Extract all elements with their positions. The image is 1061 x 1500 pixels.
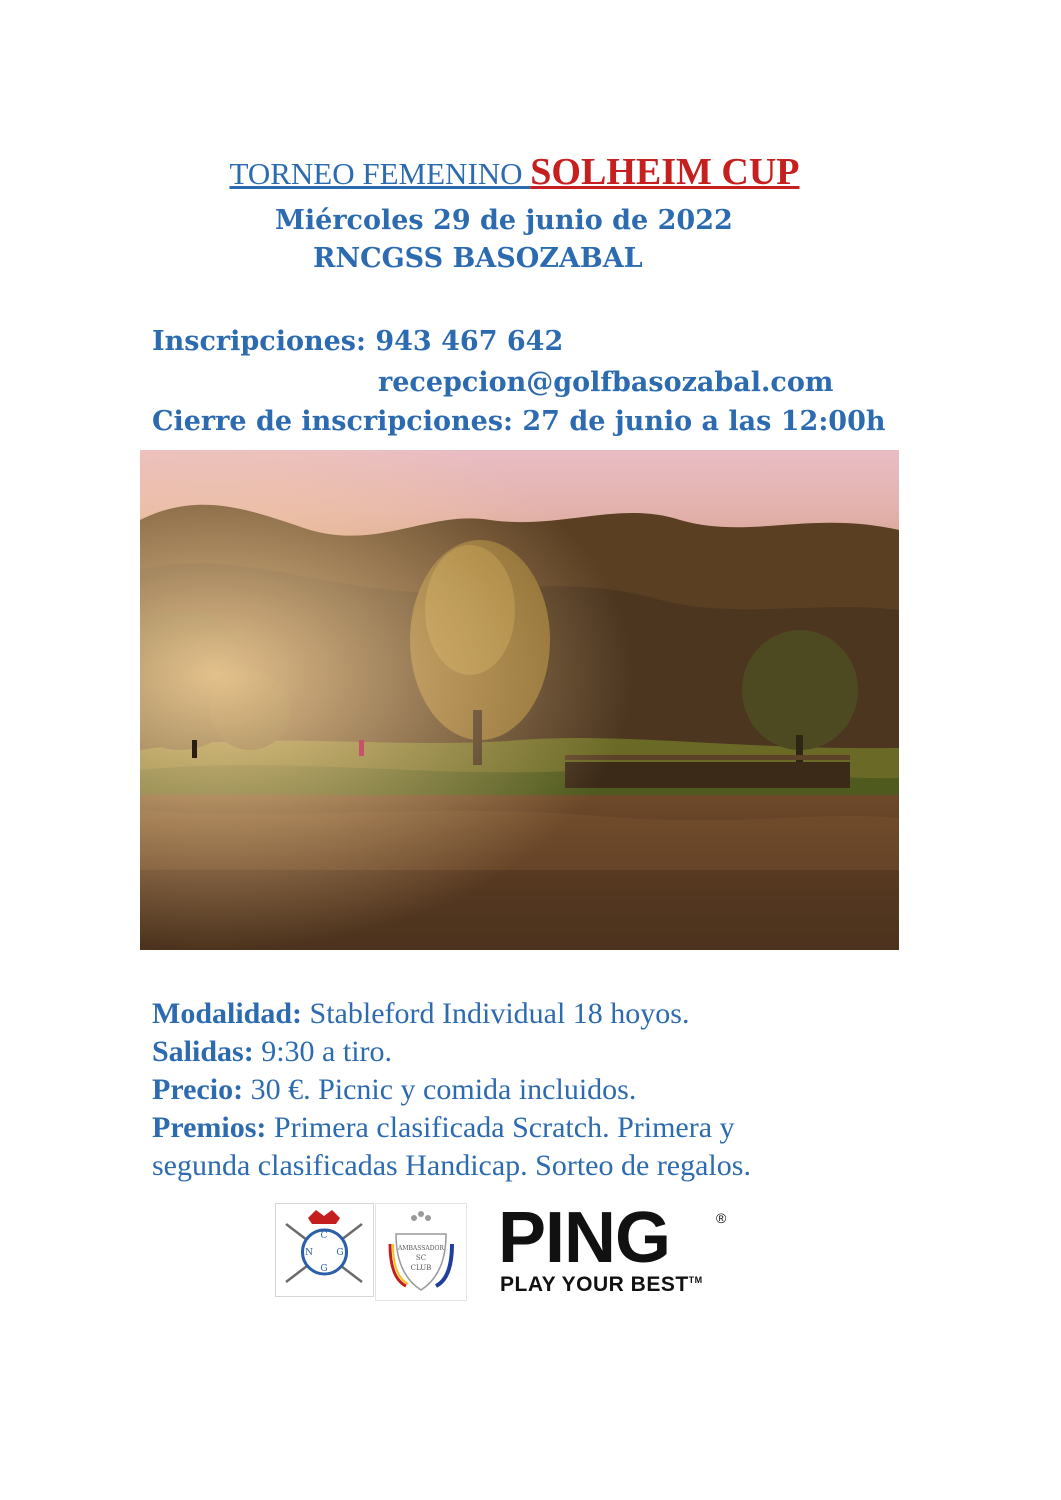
- ping-tagline-text: PLAY YOUR BEST: [500, 1273, 689, 1296]
- ambassador-line2: SC: [415, 1254, 427, 1262]
- club-crest-logo: [275, 1203, 374, 1297]
- crest-letter-top: C: [320, 1231, 328, 1241]
- precio-row: [152, 1071, 912, 1109]
- salidas-value: 9:30 a tiro.: [261, 1035, 393, 1068]
- registration-email: recepcion@golfbasozabal.com: [378, 367, 834, 398]
- modalidad-row: [152, 995, 912, 1033]
- ping-logo: PING: [498, 1198, 671, 1278]
- premios-value-line1: Primera clasificada Scratch. Primera y: [273, 1111, 735, 1144]
- premios-value-line2: segunda clasificadas Handicap. Sorteo de regalos.: [152, 1149, 751, 1182]
- crest-letter-bottom: G: [320, 1264, 328, 1274]
- modalidad-label: Modalidad:: [152, 997, 303, 1030]
- event-details: [152, 995, 912, 1185]
- crest-letter-left: N: [305, 1248, 313, 1258]
- event-title-part1: TORNEO FEMENINO: [229, 156, 531, 191]
- event-title-highlight: SOLHEIM CUP: [530, 151, 800, 193]
- ping-tagline: [500, 1273, 703, 1297]
- registration-closing: [152, 406, 886, 437]
- ping-registered-mark: ®: [716, 1210, 727, 1226]
- event-venue: RNCGSS BASOZABAL: [313, 243, 643, 274]
- registration-phone: 943 467 642: [375, 326, 564, 357]
- modalidad-value: Stableford Individual 18 hoyos.: [309, 997, 690, 1030]
- registration-label: Inscripciones:: [152, 326, 366, 357]
- registration-line: [152, 326, 563, 357]
- premios-row: [152, 1109, 912, 1147]
- salidas-label: Salidas:: [152, 1035, 254, 1068]
- precio-label: Precio:: [152, 1073, 244, 1106]
- premios-label: Premios:: [152, 1111, 267, 1144]
- precio-value: 30 €. Picnic y comida incluidos.: [250, 1073, 637, 1106]
- ambassador-line3: CLUB: [410, 1264, 432, 1272]
- ambassador-club-logo: [375, 1203, 467, 1301]
- crest-letter-right: G: [336, 1248, 344, 1258]
- closing-value: 27 de junio a las 12:00h: [522, 406, 886, 437]
- ambassador-line1: AMBASSADOR: [398, 1245, 444, 1252]
- golf-course-photo: [140, 450, 899, 950]
- ping-trademark: TM: [688, 1275, 703, 1285]
- event-title: [0, 150, 1029, 196]
- event-date: Miércoles 29 de junio de 2022: [275, 205, 733, 236]
- closing-label: Cierre de inscripciones:: [152, 406, 513, 437]
- salidas-row: [152, 1033, 912, 1071]
- premios-row-2: [152, 1147, 912, 1185]
